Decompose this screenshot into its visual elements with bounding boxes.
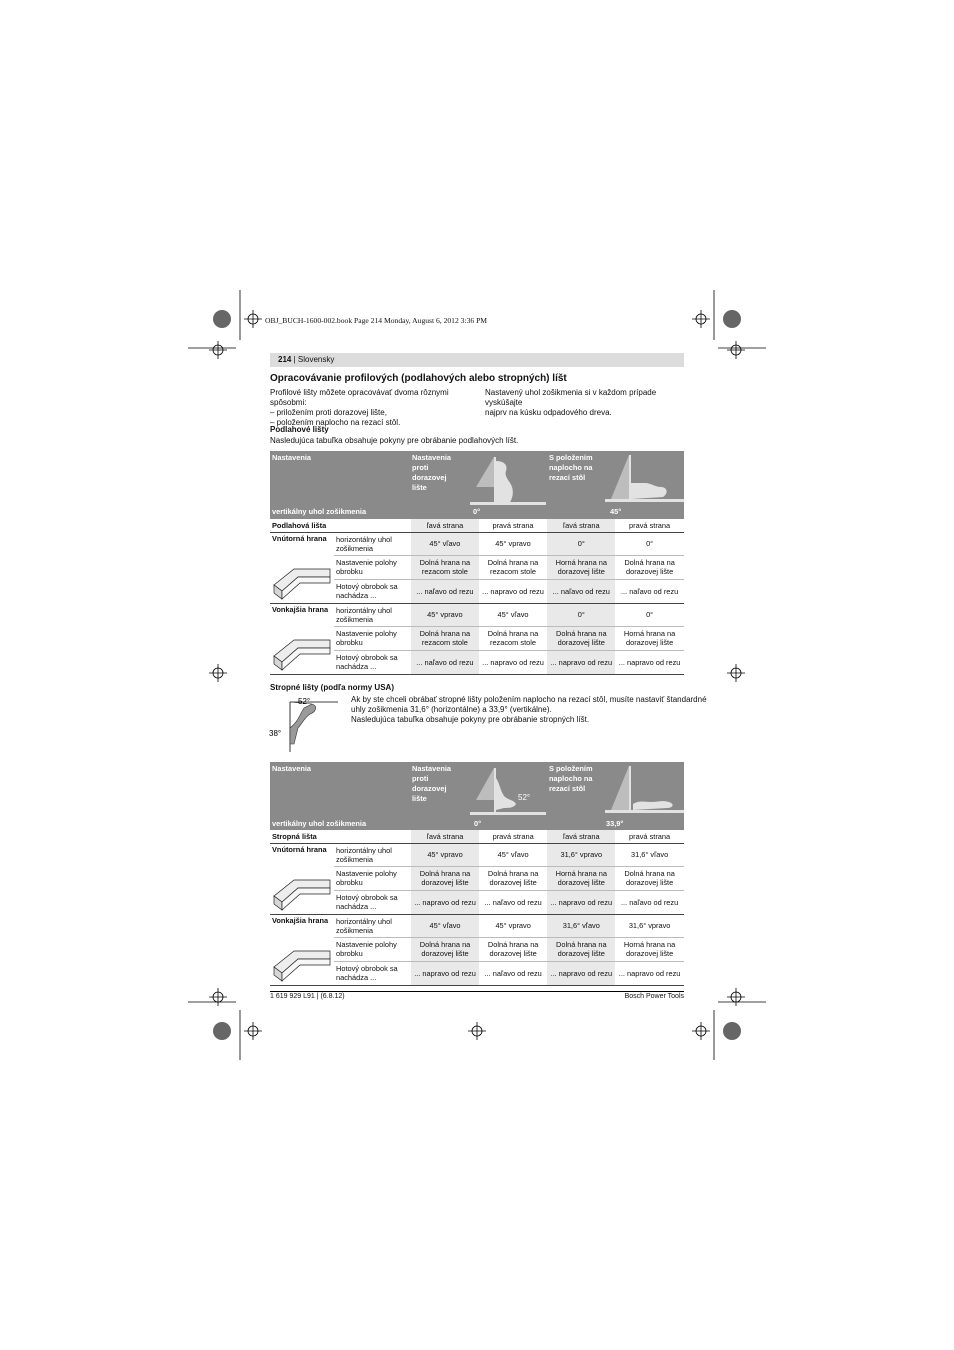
molding-corner-icon — [272, 866, 332, 912]
page-title: Opracovávanie profilových (podlahových alebo stropných) líšt — [270, 373, 567, 384]
table-cell: 45° vľavo — [479, 843, 547, 867]
subhead-col: pravá strana — [479, 830, 547, 843]
bevel-angle-flat: 33,9° — [606, 819, 624, 828]
table-cell: Dolná hrana na dorazovej lište — [411, 867, 479, 891]
table-cell: Horná hrana na dorazovej lište — [615, 938, 684, 962]
table-cell: Dolná hrana na dorazovej lište — [479, 938, 547, 962]
intro-right-line: Nastavený uhol zošikmenia si v každom prípade vyskúšajte — [485, 388, 657, 407]
row-label: Nastavenie polohy obrobku — [334, 556, 411, 580]
table-cell: 45° vľavo — [479, 603, 548, 627]
subhead-col: pravá strana — [479, 519, 548, 532]
table-row — [270, 843, 684, 867]
ceiling-desc-line: Ak by ste chceli obrábať stropné lišty položením naplocho na rezací stôl, musíte nastaviť štandardné — [351, 695, 707, 704]
settings-label: Nastavenia — [272, 764, 312, 773]
table-cell: ... napravo od rezu — [411, 890, 479, 914]
ceiling-description — [351, 695, 707, 725]
edge-group-cell — [270, 843, 334, 914]
edge-group-name: Vnútorná hrana — [272, 844, 327, 854]
row-label: horizontálny uhol zošikmenia — [334, 603, 411, 627]
row-label: Nastavenie polohy obrobku — [334, 938, 411, 962]
table-cell: 31,6° vľavo — [547, 914, 615, 938]
edge-group-name: Vonkajšia hrana — [272, 915, 329, 925]
table-cell: 0° — [547, 532, 615, 556]
row-label: Hotový obrobok sa nachádza ... — [334, 650, 411, 674]
angle-38-label: 38° — [269, 729, 282, 738]
table-cell: ... napravo od rezu — [547, 650, 615, 674]
bevel-angle-fence: 0° — [474, 819, 482, 828]
footer-right: Bosch Power Tools — [624, 993, 684, 1000]
edge-group-name: Vonkajšia hrana — [272, 604, 329, 614]
ceiling-table — [270, 830, 684, 986]
ceiling-desc-line: Nasledujúca tabuľka obsahuje pokyny pre obrábanie stropných líšt. — [351, 715, 590, 724]
row-label: Nastavenie polohy obrobku — [334, 867, 411, 891]
table-row — [270, 914, 684, 938]
page-number: 214 — [278, 355, 292, 364]
table-cell: 0° — [547, 603, 615, 627]
row-label: Nastavenie polohy obrobku — [334, 627, 411, 651]
edge-group-cell — [270, 914, 334, 985]
table-cell: ... naľavo od rezu — [615, 890, 684, 914]
subhead-col: ľavá strana — [547, 830, 615, 843]
table-cell: 31,6° vľavo — [615, 843, 684, 867]
table-cell: ... napravo od rezu — [479, 579, 548, 603]
table-cell: Dolná hrana na dorazovej lište — [615, 556, 684, 580]
table-cell: Horná hrana na dorazovej lište — [547, 556, 615, 580]
angle-52-label: 52° — [298, 697, 311, 706]
table-cell: ... napravo od rezu — [479, 650, 548, 674]
fence-angle-label: 52° — [518, 793, 531, 802]
subhead-col: ľavá strana — [411, 519, 479, 532]
header-section: Slovensky — [297, 355, 335, 364]
floor-table — [270, 519, 684, 675]
table-cell: Dolná hrana na rezacom stole — [479, 556, 548, 580]
table-cell: ... naľavo od rezu — [411, 579, 479, 603]
floor-heading: Podlahové lišty — [270, 425, 329, 434]
subhead-col: pravá strana — [615, 830, 684, 843]
edge-group-name: Vnútorná hrana — [272, 533, 327, 543]
molding-corner-icon — [272, 626, 332, 672]
floor-subhead-label: Podlahová lišta — [270, 519, 411, 532]
table-cell: ... napravo od rezu — [411, 961, 479, 985]
print-slug: OBJ_BUCH-1600-002.book Page 214 Monday, August 6, 2012 3:36 PM — [265, 316, 488, 325]
ceiling-table-header — [270, 762, 684, 830]
row-label: horizontálny uhol zošikmenia — [334, 532, 411, 556]
ceiling-subhead-label: Stropná lišta — [270, 830, 411, 843]
flat-column-label: S položením naplocho na rezací stôl — [549, 764, 593, 793]
table-cell: ... naľavo od rezu — [479, 890, 547, 914]
molding-corner-icon — [272, 555, 332, 601]
table-cell: 45° vľavo — [411, 914, 479, 938]
fence-column-label: Nastavenia proti dorazovej lište — [412, 453, 452, 492]
table-cell: 31,6° vpravo — [547, 843, 615, 867]
flat-saw-diagram-icon — [605, 453, 684, 505]
table-cell: 45° vľavo — [411, 532, 479, 556]
table-cell: Dolná hrana na dorazovej lište — [411, 938, 479, 962]
floor-description: Nasledujúca tabuľka obsahuje pokyny pre obrábanie podlahových líšt. — [270, 436, 519, 445]
table-cell: 0° — [615, 603, 684, 627]
page-header: 214 | Slovensky — [270, 353, 684, 367]
edge-group-cell — [270, 603, 334, 674]
row-label: Hotový obrobok sa nachádza ... — [334, 579, 411, 603]
intro-right-line: najprv na kúsku odpadového dreva. — [485, 408, 612, 417]
table-cell: ... napravo od rezu — [547, 961, 615, 985]
fence-saw-diagram-icon — [470, 453, 546, 505]
table-cell: Dolná hrana na dorazovej lište — [479, 867, 547, 891]
subhead-col: ľavá strana — [411, 830, 479, 843]
floor-table-header — [270, 451, 684, 519]
table-cell: Dolná hrana na rezacom stole — [479, 627, 548, 651]
table-cell: 31,6° vpravo — [615, 914, 684, 938]
table-cell: 45° vpravo — [411, 843, 479, 867]
table-row — [270, 603, 684, 627]
table-cell: ... naľavo od rezu — [547, 579, 615, 603]
intro-right — [485, 388, 685, 418]
table-cell: ... napravo od rezu — [615, 650, 684, 674]
fence-column-label: Nastavenia proti dorazovej lište — [412, 764, 452, 803]
intro-bullet: – priložením proti dorazovej lište, — [270, 408, 387, 417]
flat-saw-ceiling-diagram-icon — [605, 764, 684, 818]
subhead-col: ľavá strana — [547, 519, 615, 532]
table-cell: Dolná hrana na dorazovej lište — [547, 938, 615, 962]
table-cell: ... naľavo od rezu — [411, 650, 479, 674]
edge-group-cell — [270, 532, 334, 603]
bevel-label: vertikálny uhol zošikmenia — [272, 507, 367, 516]
ceiling-desc-line: uhly zošikmenia 31,6° (horizontálne) a 33,9° (vertikálne). — [351, 705, 552, 714]
table-cell: ... naľavo od rezu — [479, 961, 547, 985]
table-cell: 45° vpravo — [411, 603, 479, 627]
table-cell: Horná hrana na dorazovej lište — [615, 627, 684, 651]
molding-corner-icon — [272, 937, 332, 983]
fence-saw-ceiling-diagram-icon — [470, 764, 546, 818]
row-label: Hotový obrobok sa nachádza ... — [334, 961, 411, 985]
bevel-angle-fence: 0° — [473, 507, 481, 516]
table-cell: Horná hrana na dorazovej lište — [547, 867, 615, 891]
table-cell: 0° — [615, 532, 684, 556]
table-cell: ... naľavo od rezu — [615, 579, 684, 603]
bevel-angle-flat: 45° — [610, 507, 622, 516]
intro-left — [270, 388, 480, 428]
table-cell: Dolná hrana na rezacom stole — [411, 556, 479, 580]
table-cell: Dolná hrana na dorazovej lište — [547, 627, 615, 651]
bevel-label: vertikálny uhol zošikmenia — [272, 819, 367, 828]
intro-left-line: Profilové lišty môžete opracovávať dvoma rôznymi spôsobmi: — [270, 388, 449, 407]
table-cell: Dolná hrana na dorazovej lište — [615, 867, 684, 891]
footer-left: 1 619 929 L91 | (6.8.12) — [270, 993, 345, 1000]
table-cell: Dolná hrana na rezacom stole — [411, 627, 479, 651]
table-cell: 45° vpravo — [479, 532, 548, 556]
flat-column-label: S položením naplocho na rezací stôl — [549, 453, 593, 482]
table-cell: ... napravo od rezu — [547, 890, 615, 914]
table-cell: 45° vpravo — [479, 914, 547, 938]
footer-line — [270, 991, 684, 992]
subhead-col: pravá strana — [615, 519, 684, 532]
row-label: horizontálny uhol zošikmenia — [334, 843, 411, 867]
settings-label: Nastavenia — [272, 453, 312, 462]
table-row — [270, 532, 684, 556]
ceiling-heading: Stropné lišty (podľa normy USA) — [270, 683, 394, 692]
table-cell: ... napravo od rezu — [615, 961, 684, 985]
crown-molding-angle-diagram — [268, 694, 340, 754]
row-label: Hotový obrobok sa nachádza ... — [334, 890, 411, 914]
row-label: horizontálny uhol zošikmenia — [334, 914, 411, 938]
intro-bullet: – položením naplocho na rezací stôl. — [270, 418, 401, 427]
